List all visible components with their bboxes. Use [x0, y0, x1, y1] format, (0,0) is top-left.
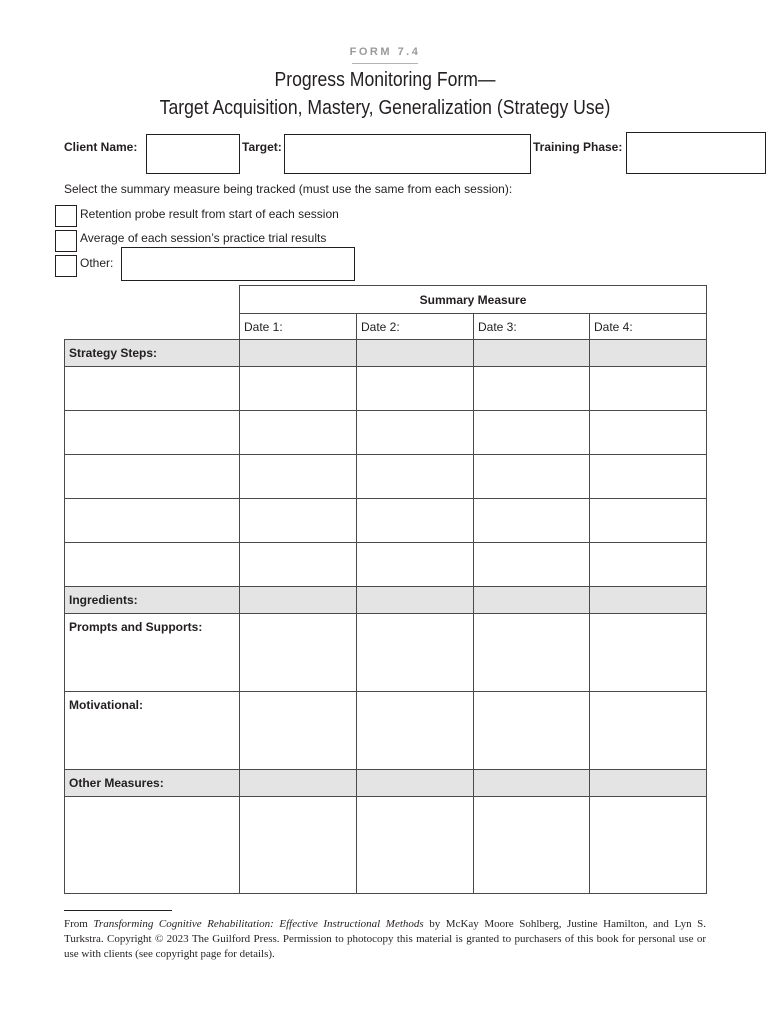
- cell[interactable]: [240, 797, 357, 894]
- cell[interactable]: [474, 411, 590, 455]
- cell[interactable]: [474, 614, 590, 692]
- form-title-line-1: Progress Monitoring Form—: [274, 69, 496, 91]
- other-measures-label: Other Measures:: [65, 770, 240, 797]
- cell[interactable]: [65, 455, 240, 499]
- cell[interactable]: [240, 367, 357, 411]
- cell[interactable]: [590, 455, 707, 499]
- average-trial-label: Average of each session’s practice trial results: [80, 231, 327, 245]
- cell[interactable]: [240, 543, 357, 587]
- ingredients-row: [65, 587, 707, 614]
- summary-measure-header: Summary Measure: [240, 286, 707, 314]
- progress-table: [64, 285, 707, 894]
- cell[interactable]: [357, 499, 474, 543]
- table-corner: [65, 286, 240, 314]
- footer-citation-text: by McKay Moore Sohlberg, Justine Hamilton, and Lyn S. Turkstra. Copyright © 2023 The Guilford Press. Permission to photocopy this material is granted to purchasers of this book for personal use or use with clients (see copyright page for details).: [64, 918, 707, 960]
- motivational-label: Motivational:: [65, 692, 240, 770]
- ingredients-label: Ingredients:: [65, 587, 240, 614]
- cell[interactable]: [65, 411, 240, 455]
- strategy-steps-label: Strategy Steps:: [65, 340, 240, 367]
- cell[interactable]: [240, 411, 357, 455]
- footer-from: From: [64, 918, 94, 930]
- table-row: [65, 455, 707, 499]
- cell[interactable]: [240, 614, 357, 692]
- cell[interactable]: [65, 797, 240, 894]
- cell[interactable]: [65, 367, 240, 411]
- cell[interactable]: [474, 455, 590, 499]
- date-4-header: Date 4:: [590, 314, 707, 340]
- training-phase-field[interactable]: [626, 132, 766, 174]
- form-number-rule: [352, 63, 418, 64]
- client-name-label: Client Name:: [64, 140, 138, 154]
- cell[interactable]: [240, 499, 357, 543]
- cell[interactable]: [240, 455, 357, 499]
- cell[interactable]: [357, 692, 474, 770]
- summary-instruction: Select the summary measure being tracked (must use the same from each session):: [64, 182, 513, 196]
- other-label: Other:: [80, 256, 114, 270]
- retention-probe-checkbox[interactable]: [55, 205, 77, 227]
- cell[interactable]: [240, 692, 357, 770]
- cell[interactable]: [474, 543, 590, 587]
- table-corner-lower: [65, 314, 240, 340]
- table-row: [65, 411, 707, 455]
- cell[interactable]: [590, 499, 707, 543]
- cell[interactable]: [357, 543, 474, 587]
- table-row: [65, 543, 707, 587]
- cell[interactable]: [590, 543, 707, 587]
- cell[interactable]: [357, 614, 474, 692]
- cell[interactable]: [590, 411, 707, 455]
- table-row: [65, 797, 707, 894]
- target-field[interactable]: [284, 134, 531, 174]
- cell[interactable]: [357, 455, 474, 499]
- cell[interactable]: [474, 499, 590, 543]
- cell[interactable]: [357, 411, 474, 455]
- form-number: FORM 7.4: [349, 46, 421, 58]
- client-name-field[interactable]: [146, 134, 240, 174]
- other-checkbox[interactable]: [55, 255, 77, 277]
- prompts-label: Prompts and Supports:: [65, 614, 240, 692]
- motivational-row: [65, 692, 707, 770]
- cell[interactable]: [590, 797, 707, 894]
- cell[interactable]: [474, 797, 590, 894]
- retention-probe-label: Retention probe result from start of each session: [80, 207, 339, 221]
- table-row: [65, 367, 707, 411]
- average-trial-checkbox[interactable]: [55, 230, 77, 252]
- other-measures-row: [65, 770, 707, 797]
- date-2-header: Date 2:: [357, 314, 474, 340]
- form-title-line-2: Target Acquisition, Mastery, Generalization (Strategy Use): [159, 97, 611, 119]
- cell[interactable]: [590, 614, 707, 692]
- target-label: Target:: [242, 140, 282, 154]
- cell[interactable]: [357, 367, 474, 411]
- date-1-header: Date 1:: [240, 314, 357, 340]
- strategy-steps-row: [65, 340, 707, 367]
- cell[interactable]: [65, 499, 240, 543]
- table-row: [65, 499, 707, 543]
- footer-book-title: Transforming Cognitive Rehabilitation: Effective Instructional Methods: [93, 918, 424, 930]
- prompts-row: [65, 614, 707, 692]
- date-3-header: Date 3:: [474, 314, 590, 340]
- cell[interactable]: [357, 797, 474, 894]
- cell[interactable]: [590, 692, 707, 770]
- training-phase-label: Training Phase:: [533, 140, 623, 154]
- other-input[interactable]: [121, 247, 355, 281]
- cell[interactable]: [474, 367, 590, 411]
- footer-citation: [64, 917, 706, 962]
- footer-rule: [64, 910, 172, 911]
- cell[interactable]: [590, 367, 707, 411]
- cell[interactable]: [65, 543, 240, 587]
- cell[interactable]: [474, 692, 590, 770]
